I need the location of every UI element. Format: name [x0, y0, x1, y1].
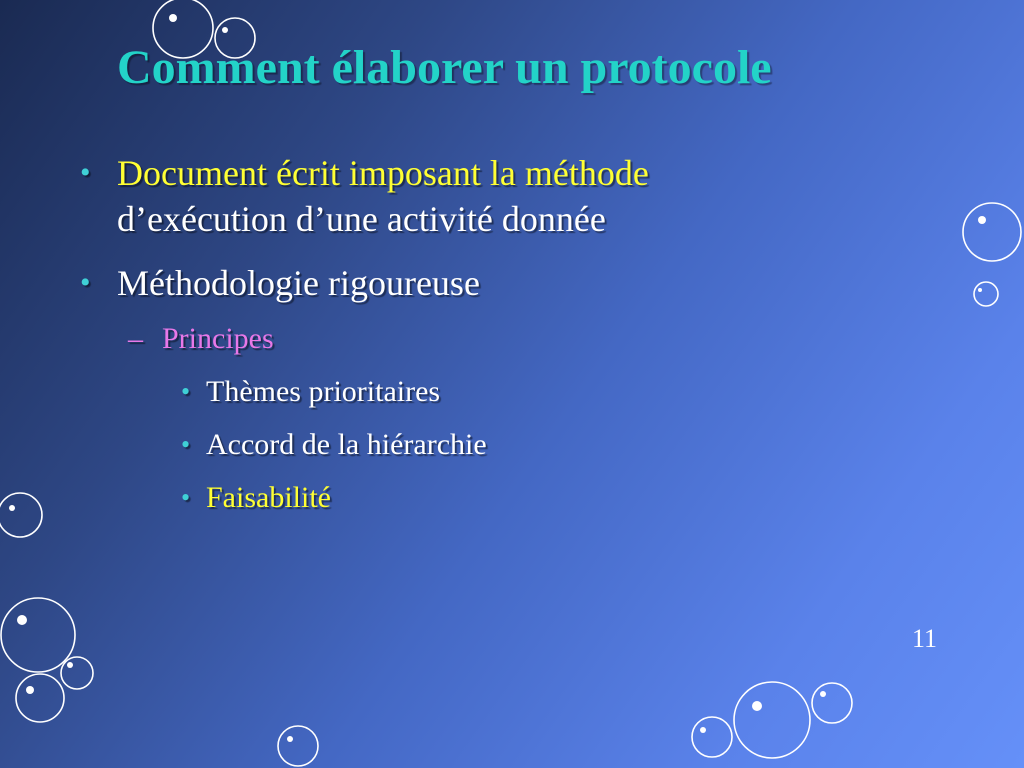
page-number: 11	[912, 624, 938, 653]
bullet-marker: •	[181, 377, 191, 406]
bubble-icon	[974, 282, 998, 306]
bubble-icon	[61, 657, 93, 689]
bubble-icon	[812, 683, 852, 723]
sub-bullet-item	[80, 320, 274, 358]
bubble-icon	[1, 598, 75, 672]
sub-sub-bullet-text: Faisabilité	[206, 481, 331, 514]
bullet-item	[80, 260, 480, 306]
bubble-icon	[963, 203, 1021, 261]
bullet-marker: •	[80, 266, 91, 299]
sub-sub-bullet-text: Accord de la hiérarchie	[206, 428, 487, 461]
sub-sub-bullet-text: Thèmes prioritaires	[206, 375, 441, 408]
bullet-item	[80, 150, 649, 242]
bubble-icon	[278, 726, 318, 766]
bubble-icon	[692, 717, 732, 757]
bubble-icon	[16, 674, 64, 722]
bullet-text-continuation: d’exécution d’une activité donnée	[117, 199, 606, 239]
bullet-marker: •	[181, 483, 191, 512]
sub-bullet-text: Principes	[162, 322, 274, 355]
dash-marker: –	[128, 322, 143, 355]
bullet-text: Document écrit imposant la méthode	[117, 153, 649, 193]
sub-sub-bullet-item	[80, 479, 331, 517]
bubble-icon	[734, 682, 810, 758]
bullet-marker: •	[80, 156, 91, 189]
sub-sub-bullet-item	[80, 373, 440, 411]
bullet-text: Méthodologie rigoureuse	[117, 263, 480, 303]
bubble-icon	[0, 493, 42, 537]
sub-sub-bullet-item	[80, 426, 487, 464]
slide-title: Comment élaborer un protocole	[117, 41, 772, 94]
bullet-marker: •	[181, 430, 191, 459]
